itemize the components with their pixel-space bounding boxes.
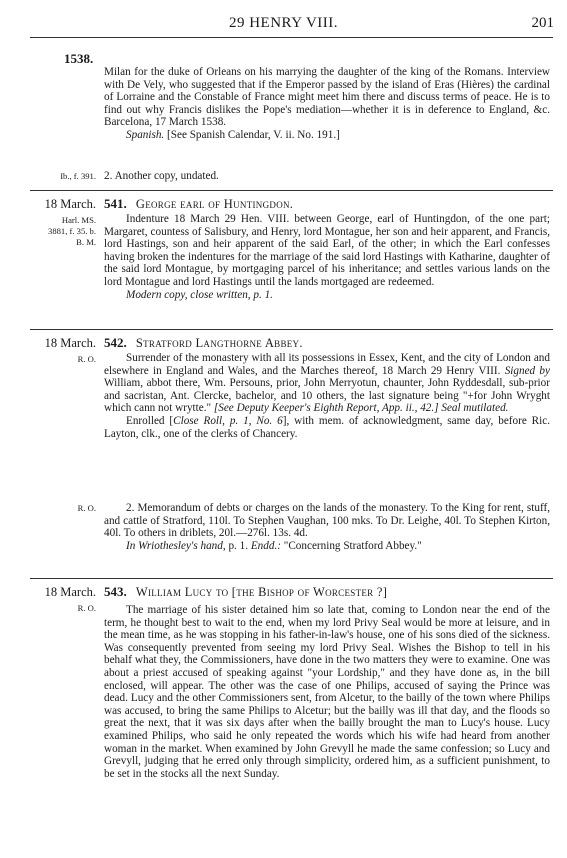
entry-543-title: William Lucy to [the Bishop of Worcester ?] [135,585,388,599]
entry-541-source-3: B. M. [76,237,96,247]
rule-2 [30,329,553,330]
continuation-text: Milan for the duke of Orleans on his marrying the daughter of the king of the Romans. Interview with De Vely, who suggested that if the Emperor passed by the island of Eras (Hières) the cardinal of Lorraine and the Constable of France might meet him there and discuss terms of peace. He is to find out why Francis dislikes the Pope's mediation—whether it is in deference to England, &c. Barcelona, 17 March 1538. Spanish. [See Spanish Calendar, V. ii. No. 191.] [104,66,550,141]
entry-542-body: Surrender of the monastery with all its possessions in Essex, Kent, and the city of London and elsewhere in England and Wales, and the Marches thereof, 18 March 29 Henry VIII. Signed by William, abbot there, Wm. Persouns, prior, John Merryotun, chaunter, John Ryddesdall, sub-prior and sacristan, Ant. Clercke, bachelor, and 10 others, the last signature being "+for John Wryght which cann not wrytte." [See Deputy Keeper's Eighth Report, App. ii., 42.] Seal mutilated. Enrolled [Close Roll, p. 1, No. 6], with mem. of acknowledgment, same day, before Ric. Layton, clk., one of the clerks of Chancery. [104,352,551,440]
entry-543-number: 543. [104,584,127,599]
entry-543-body: The marriage of his sister detained him so late that, coming to London near the end of the term, he thought best to wait to the end, when my lord Privy Seal would be more at leisure, and in the mean time, as he was stopping in his father-in-law's house, one of his sons died of the sickness. Was consequently prevented from seeing my lord Privy Seal. Wishes the Bishop to tell in his behalf what they, the Commissioners, have done in the two matters they were to examine. One was about a priest accused of speaking against "your Lordship," and they have done as, in the bill enclosed, will appear. The other was the case of one Philips, accused of saying the Prince was dead. Lucy and the other Commissioners sent, from Alcetur, to the bailly of the town where Philips was accused, to bring the same Philips to Alcetur; but the bailly was ill that day, and the floods so great the next, that it was six days after when the bailly brought the man to Lucy's house. Lucy examined Philips, who said he only repeated the words which his wife had heard from another woman in the market. When examined by John Grevyll he made the same confession; so Lucy and Grevyll, judging that he erred only through simplicity, ordered him, as a sufficient punishment, to be set in the stocks all the next Sunday. [104,604,550,780]
another-copy: 2. Another copy, undated. [104,170,219,182]
entry-542-title: Stratford Langthorne Abbey. [135,336,303,350]
entry-543-date: 18 March. [44,585,96,599]
entry-541-source-1: Harl. MS. [61,215,96,225]
rule-1 [30,190,553,191]
header-rule [30,37,553,38]
entry-542-source-b: R. O. [77,503,96,513]
running-head [0,15,567,35]
entry-541-heading [104,197,550,211]
entry-541-source-2: 3881, f. 35. b. [48,226,96,236]
page-number: 201 [531,15,554,31]
rule-3 [30,578,553,579]
entry-541-body: Indenture 18 March 29 Hen. VIII. between George, earl of Huntingdon, of the one part; Margaret, countess of Salisbury, and Henry, lord Montague, her son and heir apparent, and Francis, lord Hastings, son and heir apparent of the said Earl, of the other; in which the Earl confesses having broken the indentures for the marriage of the said lord Hastings with Katharine, daughter of the said lord Montague, by mortgaging parcel of his inheritance; and settles various lands on the lord Montague and lord Hastings until the lands mortgaged are redeemed. Modern copy, close written, p. 1. [104,213,550,301]
entry-542-source: R. O. [77,354,96,364]
entry-541-title: George earl of Huntingdon. [135,197,294,211]
year-label: 1538. [64,51,94,66]
entry-542-memo: 2. Memorandum of debts or charges on the lands of the monastery. To the King for rent, stuff, and cattle of Stratford, 110l. To Stephen Vaughan, 100 mks. To Dr. Leighe, 40l. To Stephen Kirton, 40l. To others in driblets, 20l.—276l. 13s. 4d. In Wriothesley's hand, p. 1. Endd.: "Concerning Stratford Abbey." [104,502,550,552]
entry-543-source: R. O. [77,603,96,613]
entry-541-note: Modern copy, close written, p. 1. [126,288,273,301]
entry-541-date: 18 March. [44,197,96,211]
entry-543-heading [104,585,550,599]
entry-542-number: 542. [104,335,127,350]
entry-541-number: 541. [104,196,127,211]
spanish-ref: [See Spanish Calendar, V. ii. No. 191.] [167,128,340,141]
margin-ref: Ib., f. 391. [60,171,96,181]
spanish-label: Spanish. [126,128,165,141]
entry-542-heading [104,336,550,350]
running-title: 29 HENRY VIII. [228,15,339,31]
entry-542-date: 18 March. [44,336,96,350]
